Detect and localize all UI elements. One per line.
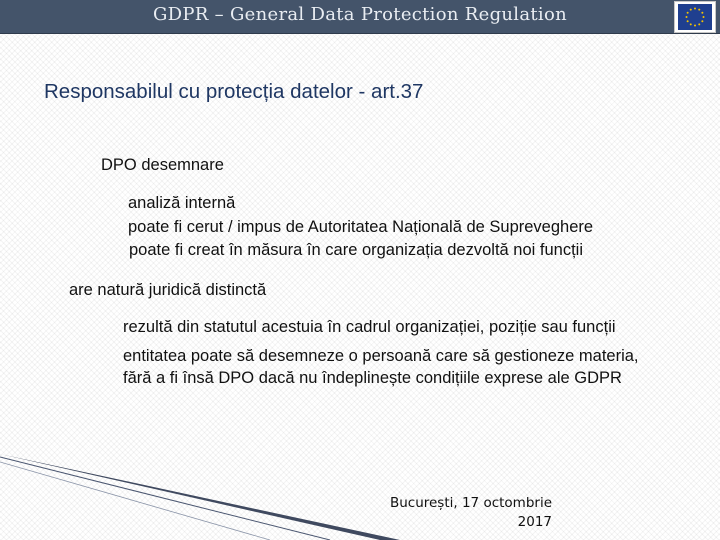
eu-star-icon: [687, 20, 689, 22]
slide-title: Responsabilul cu protecția datelor - art.37: [44, 80, 424, 103]
footer-date-line2: 2017: [517, 514, 552, 530]
decorative-corner-lines: [0, 450, 400, 540]
eu-star-icon: [701, 12, 703, 14]
eu-star-icon: [701, 20, 703, 22]
header-bar: [0, 0, 720, 34]
eu-star-icon: [690, 9, 692, 11]
eu-star-icon: [694, 25, 696, 27]
sub-item-analiza-interna: analiză internă: [128, 194, 236, 212]
bullet-dpo-desemnare: DPO desemnare: [101, 156, 224, 174]
sub-item-desemnare-persoana: entitatea poate să desemneze o persoană care să gestioneze materia,: [123, 347, 639, 365]
bullet-natura-juridica: are natură juridică distinctă: [69, 281, 267, 299]
eu-star-icon: [687, 12, 689, 14]
footer-date-line1: București, 17 octombrie: [389, 495, 552, 511]
eu-star-icon: [703, 16, 705, 18]
eu-star-icon: [690, 23, 692, 25]
sub-item-creat-functii: poate fi creat în măsura în care organizația dezvoltă noi funcții: [129, 241, 583, 259]
sub-item-impus-autoritate: poate fi cerut / impus de Autoritatea Națională de Supreveghere: [128, 218, 594, 236]
sub-item-conditii-gdpr: fără a fi însă DPO dacă nu îndeplinește condițiile exprese ale GDPR: [123, 369, 622, 387]
eu-flag-icon: [674, 1, 716, 33]
header-title: GDPR – General Data Protection Regulation: [152, 4, 568, 25]
footer-date: [360, 494, 552, 532]
eu-star-icon: [698, 9, 700, 11]
eu-star-icon: [698, 23, 700, 25]
eu-star-icon: [686, 16, 688, 18]
sub-item-statut: rezultă din statutul acestuia în cadrul organizației, poziție sau funcții: [123, 318, 616, 336]
eu-star-icon: [694, 8, 696, 10]
